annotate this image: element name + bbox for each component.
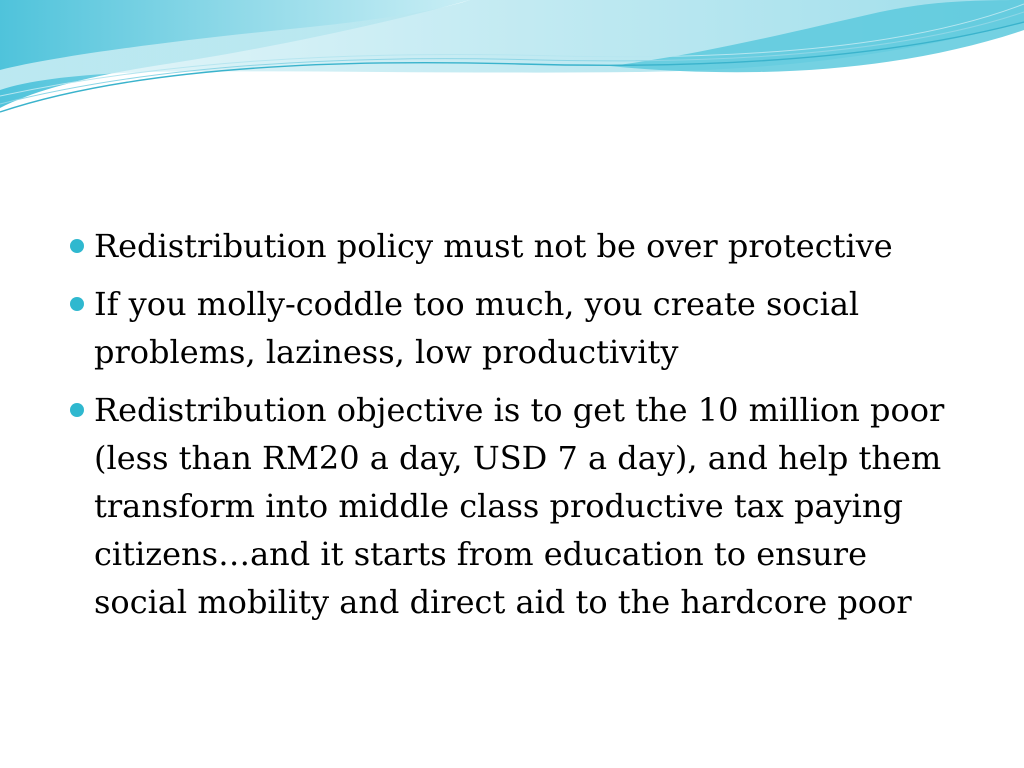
bullet-text: If you molly-coddle too much, you create social problems, laziness, low productivity bbox=[94, 285, 860, 371]
bullet-text: Redistribution policy must not be over protective bbox=[94, 227, 893, 265]
slide-body bbox=[70, 222, 970, 636]
bullet-item bbox=[70, 386, 970, 626]
bullet-text: Redistribution objective is to get the 10 million poor (less than RM20 a day, USD 7 a day), and help them transform into middle class productive tax paying citizens…and it starts from education to ensure social mobility and direct aid to the hardcore poor bbox=[94, 391, 945, 621]
bullet-item bbox=[70, 280, 970, 376]
bullet-dot-icon bbox=[70, 403, 84, 417]
bullet-dot-icon bbox=[70, 239, 84, 253]
header-wave-decoration bbox=[0, 0, 1024, 130]
bullet-dot-icon bbox=[70, 297, 84, 311]
bullet-list bbox=[70, 222, 970, 626]
bullet-item bbox=[70, 222, 970, 270]
